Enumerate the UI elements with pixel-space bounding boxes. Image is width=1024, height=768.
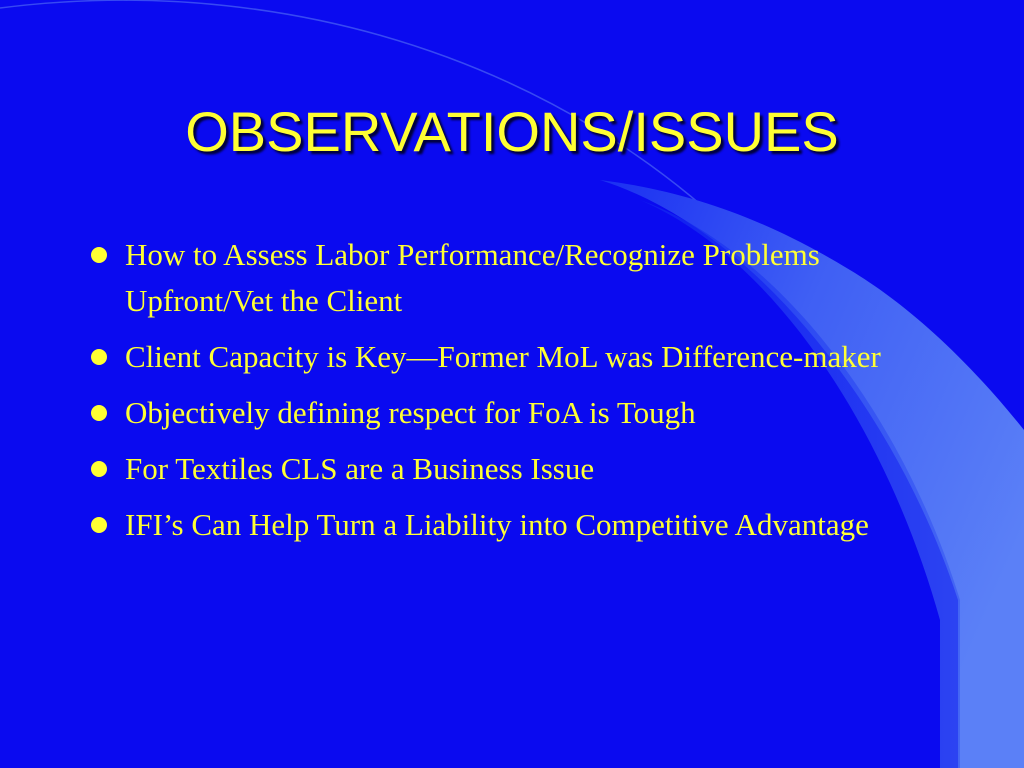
bullet-item <box>88 390 928 436</box>
bullet-dot-icon <box>91 349 107 365</box>
bullet-text: How to Assess Labor Performance/Recognize Problems Upfront/Vet the Client <box>125 237 820 318</box>
bullet-item <box>88 502 928 548</box>
bullet-text: Client Capacity is Key—Former MoL was Difference-maker <box>125 339 881 374</box>
bullet-dot-icon <box>91 247 107 263</box>
bullet-dot-icon <box>91 517 107 533</box>
bullet-dot-icon <box>91 461 107 477</box>
bullet-dot-icon <box>91 405 107 421</box>
bullet-text: For Textiles CLS are a Business Issue <box>125 451 595 486</box>
bullet-item <box>88 334 928 380</box>
bullet-item <box>88 232 928 324</box>
bullet-item <box>88 446 928 492</box>
bullet-text: Objectively defining respect for FoA is Tough <box>125 395 696 430</box>
bullet-text: IFI’s Can Help Turn a Liability into Competitive Advantage <box>125 507 869 542</box>
slide-title: OBSERVATIONS/ISSUES <box>185 100 839 163</box>
bullet-list <box>88 232 928 558</box>
